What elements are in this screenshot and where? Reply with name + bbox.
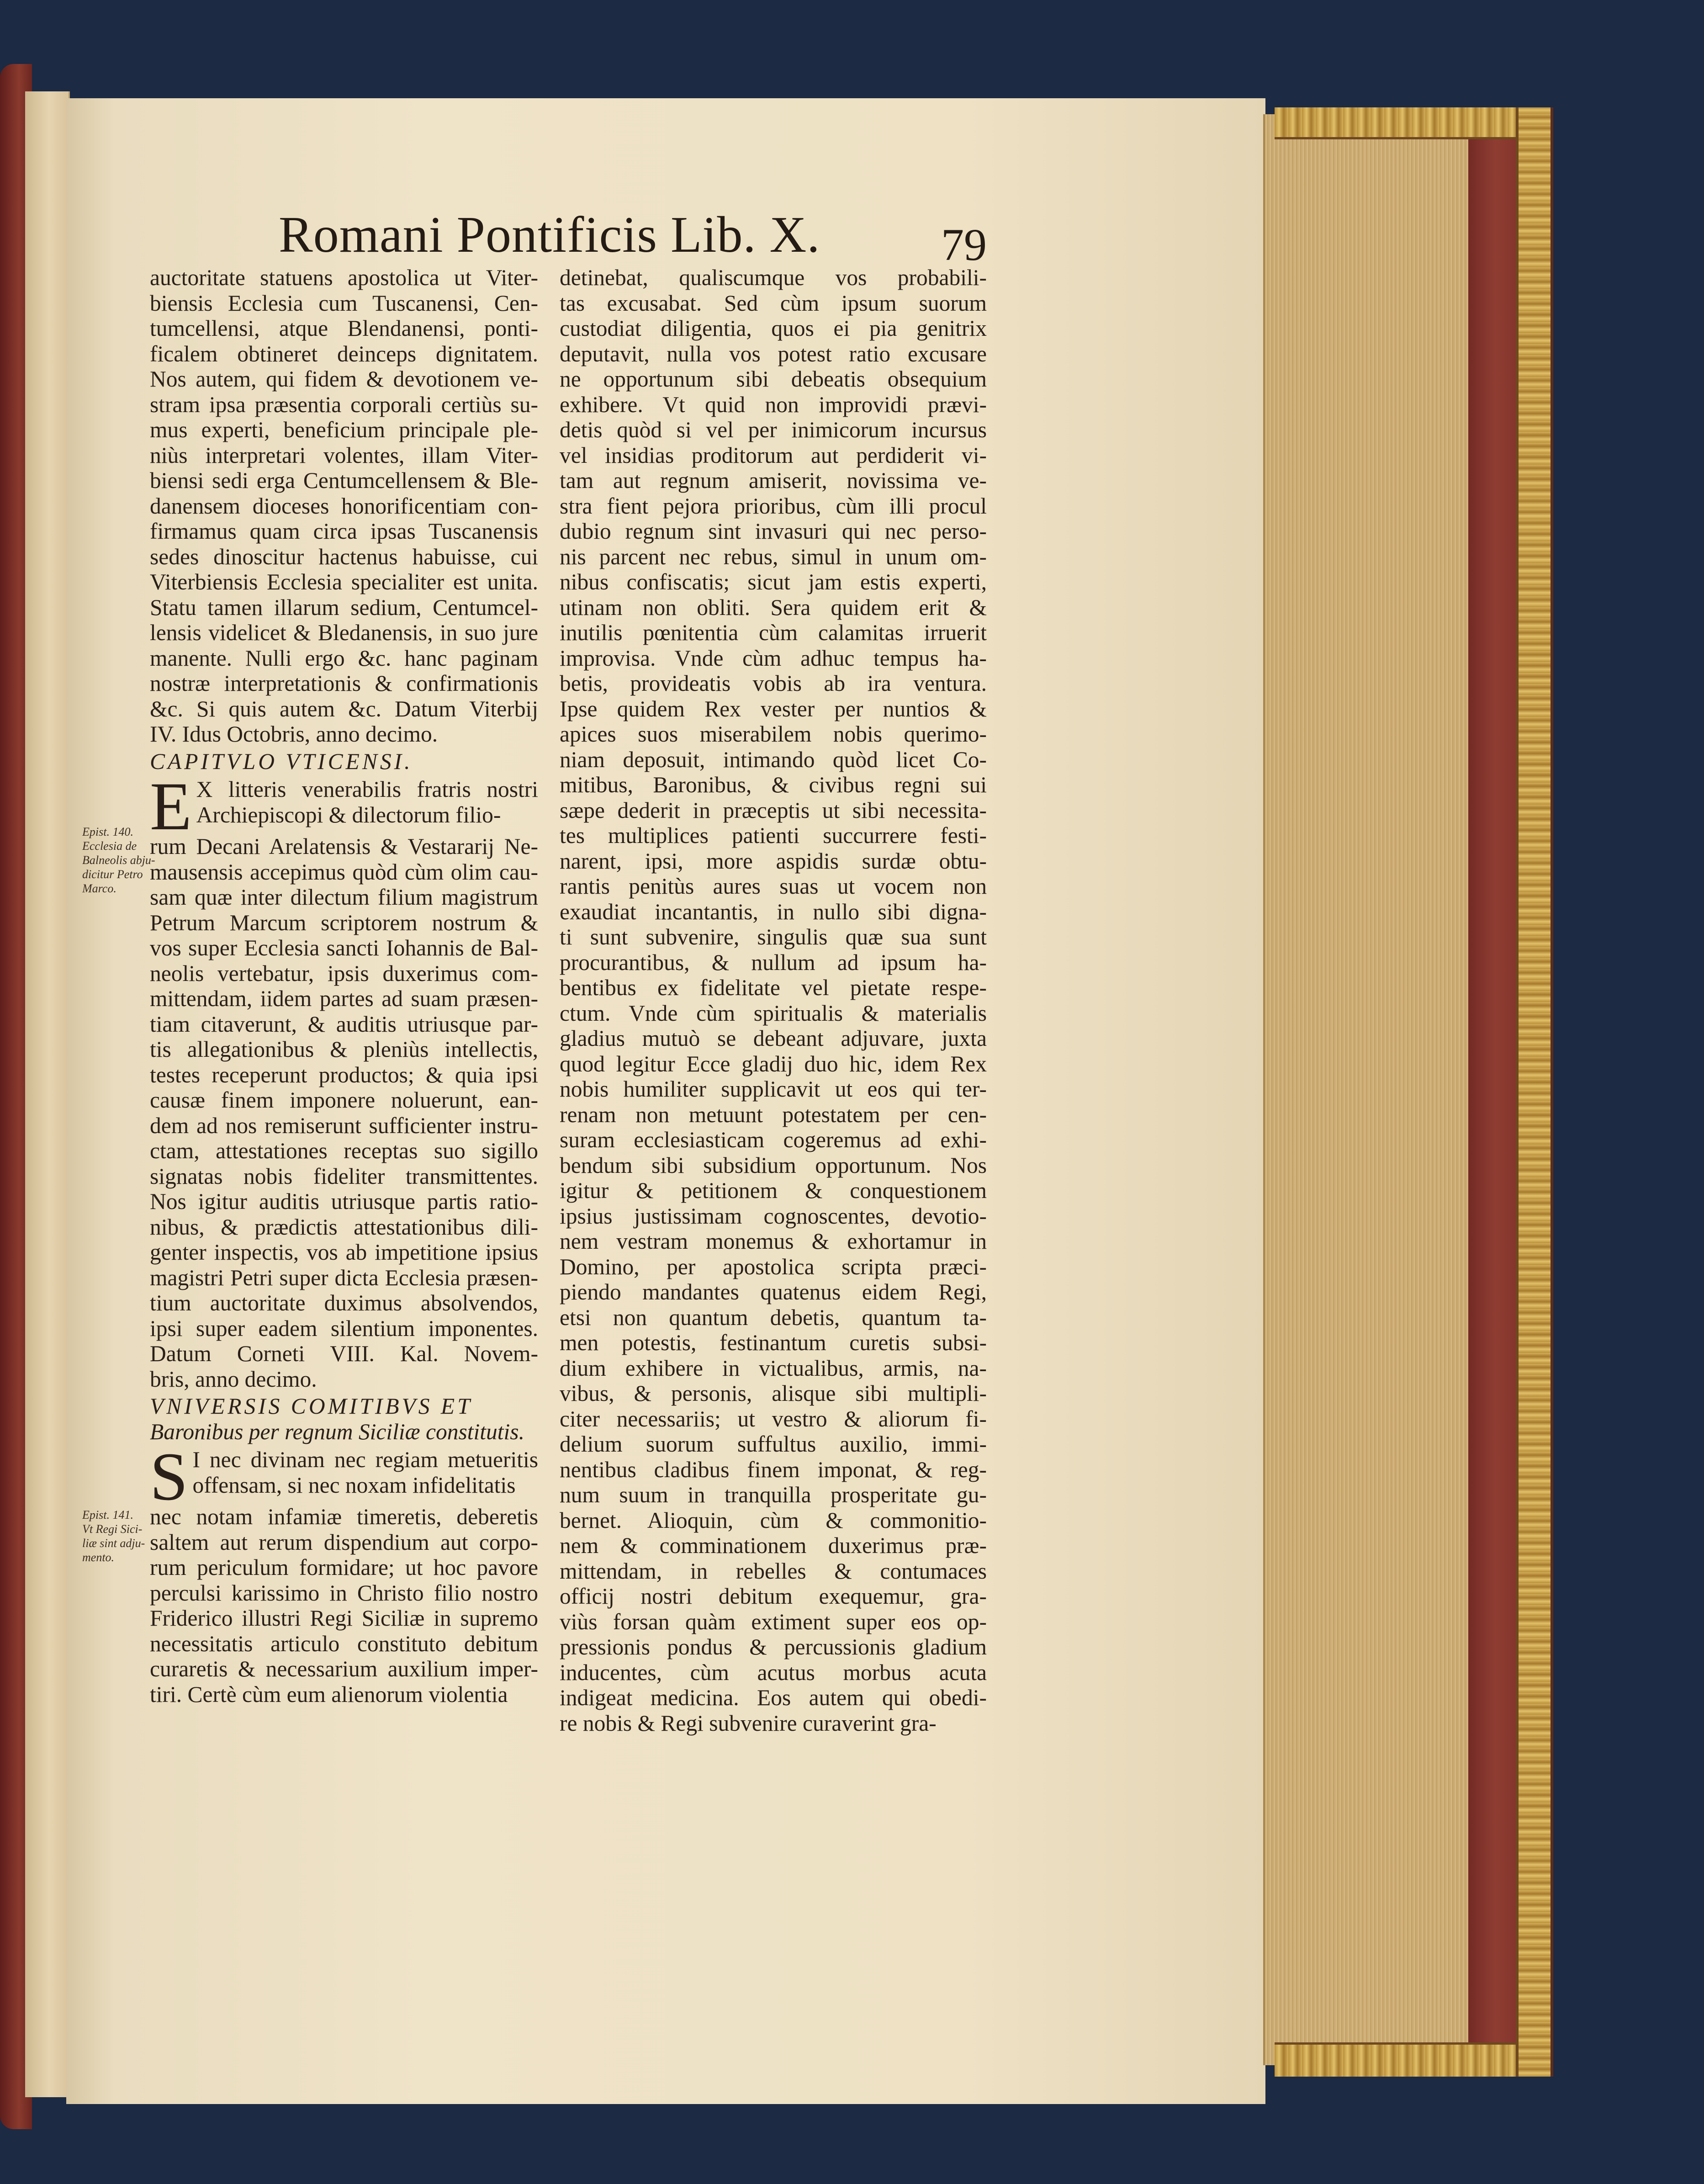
- text-line: tiri. Certè cùm eum alienorum violentia: [150, 1681, 508, 1707]
- text-line: vel insidias proditorum aut perdiderit vi-: [560, 442, 987, 468]
- text-line: igitur & petitionem & conquestionem: [560, 1178, 987, 1203]
- margin-note-line: Vt Regi Sici-: [82, 1522, 143, 1536]
- text-line: dium exhibere in victualibus, armis, na-: [560, 1355, 987, 1381]
- right-paragraph: [560, 265, 987, 1736]
- text-line: niùs interpretari volentes, illam Viter-: [150, 442, 538, 468]
- text-line: neolis vertebatur, ipsis duxerimus com-: [150, 960, 538, 986]
- text-line: ctam, attestationes receptas suo sigillo: [150, 1138, 538, 1163]
- text-line: danensem dioceses honorificentiam con-: [150, 493, 538, 519]
- text-line: manente. Nulli ergo &c. hanc paginam: [150, 645, 538, 671]
- text-line: gladius mutuò se debeant adjuvare, juxta: [560, 1026, 987, 1051]
- text-line: rum Decani Arelatensis & Vestararij Ne-: [150, 834, 538, 859]
- text-line: Petrum Marcum scriptorem nostrum &: [150, 910, 538, 935]
- text-line: IV. Idus Octobris, anno decimo.: [150, 721, 438, 747]
- right-text-column: [560, 265, 987, 1736]
- text-line: suram ecclesiasticam cogeremus ad exhi-: [560, 1127, 987, 1152]
- text-line: utinam non obliti. Sera quidem erit &: [560, 594, 987, 620]
- text-line: stram ipsa præsentia corporali certiùs su-: [150, 392, 538, 417]
- text-line: quod legitur Ecce gladij duo hic, idem Rex: [560, 1051, 987, 1076]
- text-line: exhibere. Vt quid non improvidi prævi-: [560, 392, 987, 417]
- margin-note-line: Epist. 141.: [82, 1508, 133, 1521]
- text-line: nentibus cladibus finem imponat, & reg-: [560, 1457, 987, 1482]
- section-subheading-2: Baronibus per regnum Siciliæ constitutis.: [150, 1419, 524, 1444]
- text-line: niam deposuit, intimando quòd licet Co-: [560, 747, 987, 772]
- text-line: tumcellensi, atque Blendanensi, ponti-: [150, 316, 538, 341]
- margin-note-line: Marco.: [82, 882, 116, 895]
- text-line: biensi sedi erga Centumcellensem & Ble-: [150, 468, 538, 493]
- margin-note-line: mento.: [82, 1551, 115, 1564]
- text-line: etsi non quantum debetis, quantum ta-: [560, 1304, 987, 1330]
- gilt-border-top: [1275, 107, 1549, 139]
- text-line: vos super Ecclesia sancti Iohannis de Bal-: [150, 935, 538, 960]
- text-line: nobis humiliter supplicavit ut eos qui ter-: [560, 1076, 987, 1102]
- text-line: bendum sibi subsidium opportunum. Nos: [560, 1152, 987, 1178]
- text-line: mittendam, in rebelles & contumaces: [560, 1558, 987, 1584]
- margin-note-line: Balneolis abju-: [82, 853, 155, 867]
- text-line: pressionis pondus & percussionis gladium: [560, 1634, 987, 1659]
- text-line: tes multiplices patienti succurrere festi-: [560, 823, 987, 848]
- page-fore-edge: [1263, 114, 1468, 2065]
- text-line: dem ad nos remiserunt sufficienter instru-: [150, 1113, 538, 1138]
- text-line: nibus, & prædictis attestationibus dili-: [150, 1214, 538, 1240]
- left-text-column: [150, 265, 538, 1707]
- text-line: ti sunt subvenire, singulis quæ sua sunt: [560, 924, 987, 949]
- text-line: viùs forsan quàm extiment super eos op-: [560, 1609, 987, 1634]
- text-line: curaretis & necessarium auxilium imper-: [150, 1656, 538, 1681]
- text-line: exaudiat incantantis, in nullo sibi digna-: [560, 899, 987, 924]
- text-line: mittendam, iidem partes ad suam præsen-: [150, 986, 538, 1011]
- text-line: tas excusabat. Sed cùm ipsum suorum: [560, 290, 987, 316]
- text-line: nem vestram monemus & exhortamur in: [560, 1229, 987, 1254]
- text-line: tam aut regnum amiserit, novissima ve-: [560, 468, 987, 493]
- text-line: Statu tamen illarum sedium, Centumcel-: [150, 594, 538, 620]
- margin-note-line: dicitur Petro: [82, 868, 143, 881]
- text-line: piendo mandantes quatenus eidem Regi,: [560, 1279, 987, 1304]
- text-line: lensis videlicet & Bledanensis, in suo jure: [150, 620, 538, 645]
- previous-page-edge: [25, 91, 70, 2097]
- text-line: Viterbiensis Ecclesia specialiter est unita.: [150, 569, 538, 594]
- running-head: Romani Pontificis Lib. X.: [279, 207, 820, 263]
- text-line: magistri Petri super dicta Ecclesia præsen-: [150, 1265, 538, 1290]
- text-line: Ipse quidem Rex vester per nuntios &: [560, 696, 987, 721]
- text-line: vibus, & personis, alisque sibi multipli-: [560, 1381, 987, 1406]
- text-line: improvisa. Vnde cùm adhuc tempus ha-: [560, 645, 987, 671]
- text-line: men potestis, festinantum curetis subsi-: [560, 1330, 987, 1355]
- text-line: offensam, si nec noxam infidelitatis: [192, 1472, 516, 1498]
- text-line: re nobis & Regi subvenire curaverint gra-: [560, 1710, 937, 1736]
- text-line: tis allegationibus & pleniùs intellectis,: [150, 1037, 538, 1062]
- text-line: detinebat, qualiscumque vos probabili-: [560, 265, 987, 290]
- margin-note-line: Ecclesia de: [82, 839, 137, 853]
- section-heading-2: VNIVERSIS COMITIBVS ET: [150, 1394, 473, 1419]
- gilt-border-bottom: [1275, 2042, 1549, 2077]
- text-line: saltem aut rerum dispendium aut corpo-: [150, 1529, 538, 1555]
- text-line: ne opportunum sibi debeatis obsequium: [560, 366, 987, 392]
- text-line: auctoritate statuens apostolica ut Viter-: [150, 265, 538, 290]
- text-line: &c. Si quis autem &c. Datum Viterbij: [150, 696, 538, 721]
- gilt-border-side: [1516, 107, 1553, 2077]
- drop-cap-lines: [150, 777, 538, 827]
- paragraph-lines: [150, 1504, 538, 1707]
- text-line: mus experti, beneficium principale ple-: [150, 417, 538, 442]
- text-line: Friderico illustri Regi Siciliæ in supremo: [150, 1606, 538, 1631]
- text-line: apices suos miserabilem nobis querimo-: [560, 721, 987, 747]
- text-line: betis, provideatis vobis ab ira ventura.: [560, 671, 987, 696]
- text-line: signatas nobis fideliter transmittentes.: [150, 1163, 538, 1189]
- text-line: citer necessariis; ut vestro & aliorum fi-: [560, 1406, 987, 1431]
- section-heading-1: CAPITVLO VTICENSI.: [150, 748, 413, 774]
- text-line: nis parcent nec rebus, simul in unum om-: [560, 544, 987, 569]
- text-line: tiam citaverunt, & auditis utriusque par-: [150, 1011, 538, 1037]
- text-line: inutilis pœnitentia cùm calamitas irruerit: [560, 620, 987, 645]
- text-line: procurantibus, & nullum ad ipsum ha-: [560, 949, 987, 975]
- left-paragraph-1: [150, 265, 538, 747]
- text-line: nem & comminationem duxerimus præ-: [560, 1533, 987, 1558]
- text-line: perculsi karissimo in Christo filio nostro: [150, 1580, 538, 1606]
- text-line: rantis penitùs aures suas ut vocem non: [560, 874, 987, 899]
- text-line: ctum. Vnde cùm spiritualis & materialis: [560, 1000, 987, 1026]
- text-line: mausensis accepimus quòd cùm olim cau-: [150, 859, 538, 885]
- text-line: Archiepiscopi & dilectorum filio-: [196, 802, 501, 827]
- text-line: nibus confiscatis; sicut jam estis experti,: [560, 569, 987, 594]
- margin-note-line: liæ sint adju-: [82, 1537, 145, 1550]
- text-line: ipsius justissimam cognoscentes, devotio-: [560, 1203, 987, 1229]
- text-line: I nec divinam nec regiam metueritis: [192, 1447, 538, 1472]
- text-line: sæpe dederit in præceptis ut sibi necessita-: [560, 797, 987, 823]
- left-paragraph-3: [150, 1439, 538, 1707]
- text-line: ficalem obtineret deinceps dignitatem.: [150, 341, 538, 366]
- text-line: mitibus, Baronibus, & civibus regni sui: [560, 772, 987, 797]
- text-line: inducentes, cùm acutus morbus acuta: [560, 1659, 987, 1685]
- text-line: stra fient pejora prioribus, cùm illi procul: [560, 493, 987, 519]
- text-line: Domino, per apostolica scripta præci-: [560, 1254, 987, 1279]
- text-line: testes receperunt productos; & quia ipsi: [150, 1062, 538, 1087]
- text-line: Nos igitur auditis utriusque partis ratio-: [150, 1189, 538, 1214]
- text-line: sedes dinoscitur hactenus habuisse, cui: [150, 544, 538, 569]
- text-line: bentibus ex fidelitate vel pietate respe-: [560, 975, 987, 1000]
- text-line: deputavit, nulla vos potest ratio excusare: [560, 341, 987, 366]
- text-line: bris, anno decimo.: [150, 1366, 317, 1392]
- text-line: num suum in tranquilla prosperitate gu-: [560, 1482, 987, 1507]
- text-line: bernet. Alioquin, cùm & commonitio-: [560, 1507, 987, 1533]
- text-line: narent, ipsi, more aspidis surdæ obtu-: [560, 848, 987, 874]
- text-line: indigeat medicina. Eos autem qui obedi-: [560, 1685, 987, 1710]
- text-line: dubio regnum sint invasuri qui nec perso-: [560, 519, 987, 544]
- text-line: sam quæ inter dilectum filium magistrum: [150, 885, 538, 910]
- page-number: 79: [941, 219, 987, 270]
- drop-cap-lines: [150, 1447, 538, 1498]
- text-line: nec notam infamiæ timeretis, deberetis: [150, 1504, 538, 1529]
- text-line: detis quòd si vel per inimicorum incursus: [560, 417, 987, 442]
- text-line: ipsi super eadem silentium imponentes.: [150, 1315, 538, 1341]
- text-line: genter inspectis, vos ab impetitione ipsius: [150, 1240, 538, 1265]
- text-line: Datum Corneti VIII. Kal. Novem-: [150, 1341, 538, 1366]
- text-line: Nos autem, qui fidem & devotionem ve-: [150, 366, 538, 392]
- left-paragraph-2: [150, 769, 538, 1392]
- text-line: custodiat diligentia, quos ei pia genitrix: [560, 316, 987, 341]
- text-line: X litteris venerabilis fratris nostri: [196, 777, 538, 802]
- margin-note-line: Epist. 140.: [82, 825, 133, 838]
- paragraph-lines: [150, 834, 538, 1392]
- text-line: officij nostri debitum exequemur, gra-: [560, 1584, 987, 1609]
- text-line: nostræ interpretationis & confirmationis: [150, 671, 538, 696]
- text-line: tium auctoritate duximus absolvendos,: [150, 1290, 538, 1315]
- text-line: delium suorum suffultus auxilio, immi-: [560, 1431, 987, 1457]
- text-line: necessitatis articulo constituto debitum: [150, 1631, 538, 1656]
- drop-cap-2: S: [150, 1439, 188, 1515]
- text-line: firmamus quam circa ipsas Tuscanensis: [150, 519, 538, 544]
- text-line: renam non metuunt potestatem per cen-: [560, 1102, 987, 1127]
- drop-cap-1: E: [150, 769, 192, 844]
- text-line: rum periculum formidare; ut hoc pavore: [150, 1555, 538, 1580]
- text-line: causæ finem imponere noluerunt, ean-: [150, 1087, 538, 1113]
- text-line: biensis Ecclesia cum Tuscanensi, Cen-: [150, 290, 538, 316]
